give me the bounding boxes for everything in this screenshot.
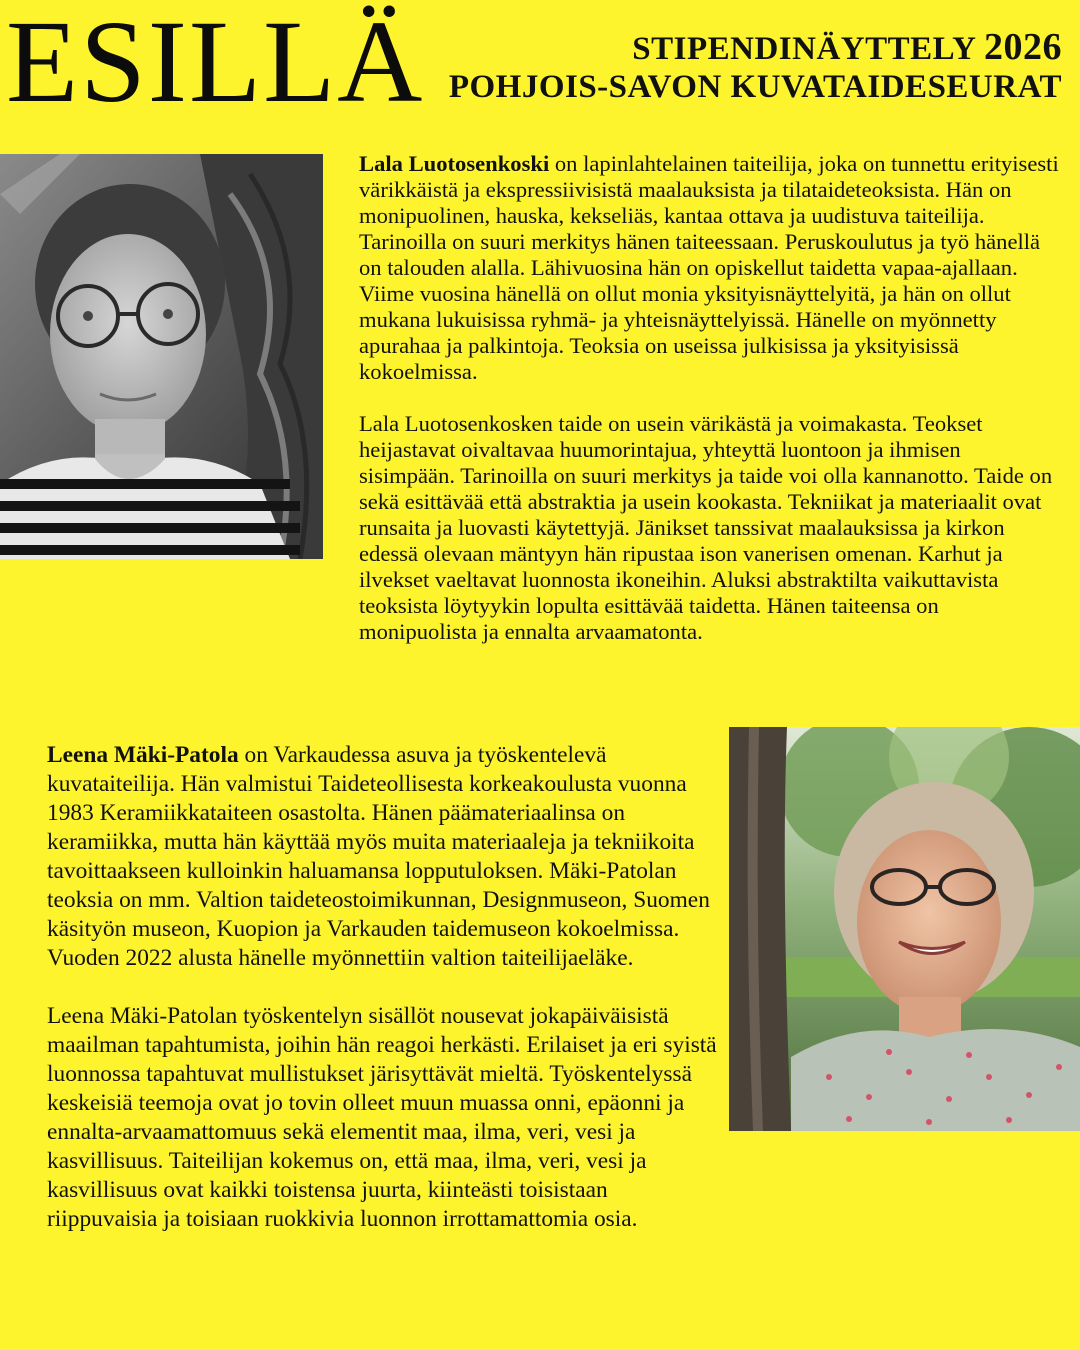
exhibition-subtitle [449,28,1062,106]
bio-paragraph-1-text: on lapinlahtelainen taiteilija, joka on tunnettu erityisesti värikkäistä ja ekspressiivisistä maalauksista ja tilataideteoksista. Hän on monipuolinen, hauska, kekseliäs, kantaa ottava ja uudistuva taiteilija. Tarinoilla on suuri merkitys hänen taiteessaan. Peruskoulutus ja työ hänellä on talouden alalla. Lähivuosina hän on opiskellut taidetta vapaa-ajallaan. Viime vuosina hänellä on ollut monia yksityisnäyttelyitä, ja hän on ollut mukana lukuisissa ryhmä- ja yhteisnäyttelyissä. Hänelle on myönnetty apurahaa ja palkintoja. Teoksia on useissa julkisissa ja yksityisissä kokoelmissa. [359,151,1059,384]
bio-paragraph-2: Lala Luotosenkosken taide on usein värikästä ja voimakasta. Teokset heijastavat oivaltavaa huumorintajua, yhteyttä luontoon ja ihmisen sisimpään. Tarinoilla on suuri merkitys ja taide voi olla kannanotto. Taide on sekä esittävää että abstraktia ja usein kookasta. Tekniikat ja materiaalit ovat runsaita ja luovasti käytettyjä. Jänikset tanssivat maalauksissa ja kirkon edessä olevaan mäntyyn hän ripustaa ison vanerisen omenan. Karhut ja ilvekset vaeltavat luonnosta ikoneihin. Aluksi abstraktilta vaikuttavista teoksista löytyykin lopulta esittävää taidetta. Hänen taiteensa on monipuolista ja ennalta arvaamatonta. [359,411,1053,644]
bio-leena-maki-patola [47,741,717,1263]
portrait-lala-luotosenkoski [0,154,323,559]
bio-paragraph-1 [359,151,1059,385]
bio-paragraph-1 [47,741,717,973]
bio-lala-luotosenkoski [359,151,1059,671]
artist-name: Lala Luotosenkoski [359,151,550,176]
subtitle-year: 2026 [984,26,1062,68]
subtitle-exhibition-name: STIPENDINÄYTTELY [632,31,976,67]
subtitle-line-2: POHJOIS-SAVON KUVATAIDESEURAT [448,69,1062,105]
artist-name: Leena Mäki-Patola [47,742,239,768]
bio-paragraph-2: Leena Mäki-Patolan työskentelyn sisällöt nousevat jokapäiväisistä maailman tapahtumista, joihin hän reagoi herkästi. Erilaiset ja eri syistä luonnossa tapahtuvat mullistukset järisyttävät mieltä. Työskentelyssä keskeisiä teemoja ovat jo tovin olleet muun muassa onni, epäonni ja ennalta-arvaamattomuus sekä elementit maa, ilma, veri, vesi ja kasvillisuus. Taiteilijan kokemus on, että maa, ilma, veri, vesi ja kasvillisuus ovat kaikki toistensa juurta, kiinteästi toisistaan riippuvaisia ja toisiaan ruokkivia luonnon irrottamattomia osia. [47,1003,717,1232]
page-title: ESILLÄ [6,0,425,127]
portrait-leena-maki-patola [729,727,1080,1131]
subtitle-line-1 [449,28,1062,68]
bio-paragraph-1-text: on Varkaudessa asuva ja työskentelevä kuvataiteilija. Hän valmistui Taideteollisesta korkeakoulusta vuonna 1983 Keramiikkataiteen osastolta. Hänen päämateriaalinsa on keramiikka, mutta hän käyttää myös muita materiaaleja ja tekniikoita tavoittaakseen kulloinkin haluamansa lopputuloksen. Mäki-Patolan teoksia on mm. Valtion taideteostoimikunnan, Designmuseon, Suomen käsityön museon, Kuopion ja Varkauden taidemuseon kokoelmissa. Vuoden 2022 alusta hänelle myönnettiin valtion taiteilijaeläke. [47,742,710,971]
